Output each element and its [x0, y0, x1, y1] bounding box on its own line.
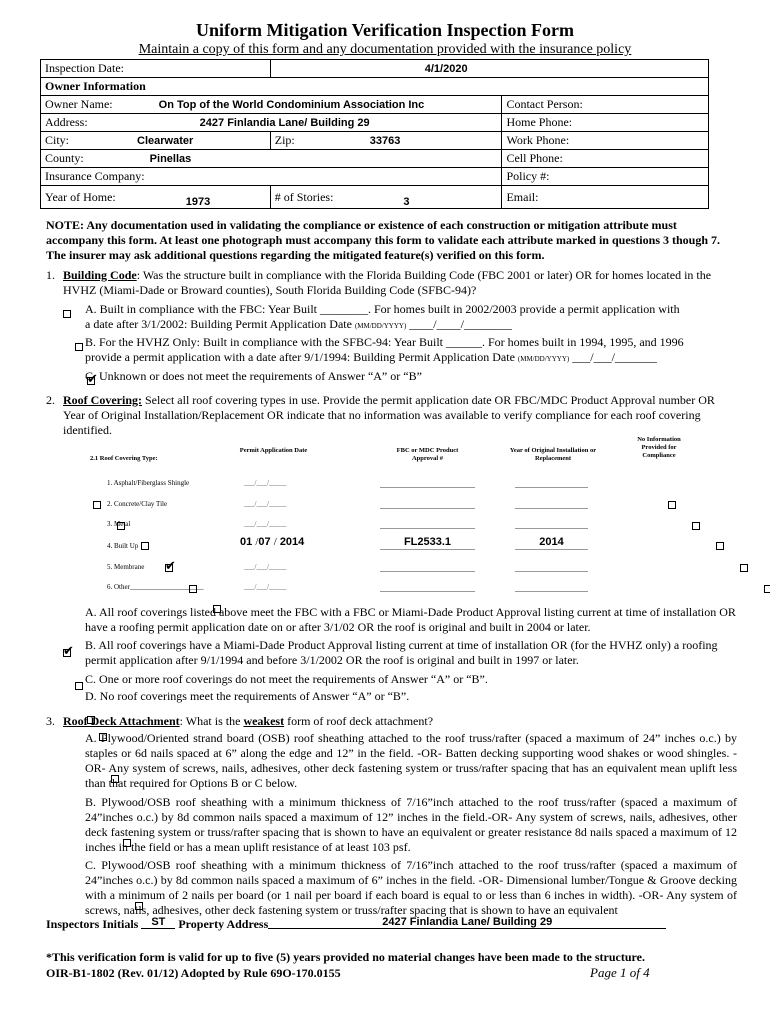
roof-type-checkbox[interactable]: [141, 542, 149, 550]
col-approval: FBC or MDC Product Approval #: [396, 447, 459, 462]
note-text: NOTE: Any documentation used in validating the compliance or existence of each construction or mitigation attribute must accompany this form. At least one photograph must accompany this form to validate each attribute marked in questions 3 though 7. The insurer may ask additional questions regarding the mitigated feature(s) verified on this form.: [46, 218, 721, 262]
approval-line[interactable]: [380, 591, 475, 592]
property-address-label: Property Address: [178, 917, 269, 931]
roof-type-checkbox[interactable]: [93, 501, 101, 509]
year-line[interactable]: [515, 571, 588, 572]
q2-option-c: C. One or more roof coverings do not meet the requirements of Answer “A” or “B”.: [85, 672, 488, 686]
permit-date-blank[interactable]: ___/___/_____: [244, 520, 287, 528]
q1-option-c: C. Unknown or does not meet the requirements of Answer “A” or “B”: [85, 369, 422, 383]
permit-date-value[interactable]: 01 /07 / 2014: [240, 536, 305, 548]
inspector-line: [46, 917, 736, 932]
validity-statement: *This verification form is valid for up to five (5) years provided no material changes have been made to the structure.: [46, 950, 645, 964]
year-line[interactable]: [515, 591, 588, 592]
q1-option-a: A. Built in compliance with the FBC: Year Built ________. For homes built in 2002/2003 provide a permit application with a date after 3/1/2002: Building Permit Application Date (MM/DD/YYYY) ____/____/________: [85, 302, 680, 331]
approval-line[interactable]: [380, 528, 475, 529]
form-id: OIR-B1-1802 (Rev. 01/12) Adopted by Rule 69O-170.0155: [46, 966, 341, 980]
county-label: County:: [45, 151, 84, 165]
col-no-info: No Information Provided for Compliance: [637, 436, 681, 459]
year-of-home-value[interactable]: 1973: [185, 195, 211, 208]
q1-heading: Building Code: [63, 268, 137, 282]
q3-option-b: B. Plywood/OSB roof sheathing with a minimum thickness of 7/16”inch attached to the roof truss/rafter (spaced a maximum of 24”inches o.c.) by 8d common nails spaced a maximum of 12” inches in the field.-OR- Any system of screws, nails, adhesives, other deck fastening system or truss/rafter spacing that is shown to have an equivalent or greater resistance 8d nails spaced a maximum of 12 inches in the field or has a mean uplift resistance of at least 103 psf.: [85, 795, 737, 854]
q3-option-c: C. Plywood/OSB roof sheathing with a minimum thickness of 7/16”inch attached to the roof truss/rafter (spaced a maximum of 24”inches o.c.) by 8d common nails spaced a maximum of 6” inches in the field. -OR- Dimensional lumber/Tongue & Groove decking with a minimum of 2 nails per board (or 1 nail per board if each board is equal to or less than 6 inches in width). -OR- Any system of screws, nails, adhesives, other deck fastening system or truss/rafter spacing that is shown to have an equivalent: [85, 858, 737, 917]
no-info-checkbox[interactable]: [764, 585, 770, 593]
no-info-checkbox[interactable]: [740, 564, 748, 572]
q2-option-b-checkbox[interactable]: [75, 682, 83, 690]
col-year-install: Year of Original Installation or Replacement: [509, 447, 597, 462]
q3-option-a: A. Plywood/Oriented strand board (OSB) roof sheathing attached to the roof truss/rafter (spaced a maximum of 24” inches o.c.) by staples or 6d nails spaced at 6” along the edge and 12” in the field. -OR- Batten decking supporting wood shakes or wood shingles. -OR- Any system of screws, nails, adhesives, other deck fastening system or truss/rafter spacing that has an equivalent mean uplift less than that required for Options B or C below.: [85, 731, 737, 790]
property-address-value[interactable]: 2427 Finlandia Lane/ Building 29: [268, 916, 666, 929]
approval-line[interactable]: [380, 571, 475, 572]
cell-phone-label[interactable]: Cell Phone:: [502, 150, 709, 168]
inspection-date-value[interactable]: 4/1/2020: [424, 63, 468, 75]
approval-value[interactable]: FL2533.1: [403, 536, 452, 548]
work-phone-label[interactable]: Work Phone:: [502, 132, 709, 150]
roof-type-label: 2. Concrete/Clay Tile: [107, 500, 168, 508]
owner-info-table: [40, 59, 709, 209]
year-value[interactable]: 2014: [539, 536, 564, 548]
approval-line[interactable]: [380, 487, 475, 488]
q2-heading: Roof Covering:: [63, 393, 142, 407]
owner-info-heading: Owner Information: [41, 78, 709, 96]
year-line: [515, 549, 588, 550]
stories-value[interactable]: 3: [403, 195, 410, 208]
city-label: City:: [45, 133, 70, 147]
q2-option-a: A. All roof coverings listed above meet the FBC with a FBC or Miami-Dade Product Approval listing current at time of installation OR have a roofing permit application date on or after 3/1/02 OR the roof is original and built in 2004 or later.: [85, 605, 736, 634]
q1-option-a-checkbox[interactable]: [63, 310, 71, 318]
q3-heading: Roof Deck Attachment: [63, 714, 180, 728]
roof-type-label: 1. Asphalt/Fiberglass Shingle: [107, 479, 190, 487]
col-permit-date: Permit Application Date: [239, 447, 308, 454]
address-label: Address:: [45, 115, 88, 129]
q2-question: [63, 393, 735, 438]
no-info-checkbox[interactable]: [668, 501, 676, 509]
county-value[interactable]: Pinellas: [149, 153, 192, 165]
q1-number: 1.: [46, 268, 55, 282]
q2-text: Select all roof covering types in use. Provide the permit application date OR FBC/MDC Product Approval number OR Year of Original Installation/Replacement OR indicate that no information was available to verify compliance for each roof covering identified.: [63, 393, 715, 437]
permit-date-blank[interactable]: ___/___/_____: [244, 500, 287, 508]
owner-name-label: Owner Name:: [45, 97, 113, 111]
inspector-initials-value[interactable]: ST: [141, 916, 175, 929]
col-roof-type: 2.1 Roof Covering Type:: [90, 455, 158, 462]
approval-line[interactable]: [380, 508, 475, 509]
q2-option-a-checkbox[interactable]: [63, 649, 71, 657]
form-subtitle: Maintain a copy of this form and any documentation provided with the insurance policy: [138, 42, 632, 57]
email-label[interactable]: Email:: [502, 186, 709, 209]
home-phone-label[interactable]: Home Phone:: [502, 114, 709, 132]
roof-type-checkbox[interactable]: [165, 564, 173, 572]
owner-name-value[interactable]: On Top of the World Condominium Association Inc: [158, 99, 425, 111]
q1-option-b-checkbox[interactable]: [75, 343, 83, 351]
approval-line: [380, 549, 475, 550]
page-number: Page 1 of 4: [590, 965, 650, 980]
year-line[interactable]: [515, 487, 588, 488]
roof-type-label: 4. Built Up: [107, 542, 139, 550]
zip-value[interactable]: 33763: [369, 135, 401, 147]
permit-date-blank[interactable]: ___/___/_____: [244, 479, 287, 487]
inspector-initials-label: Inspectors Initials: [46, 917, 139, 931]
q1-text: : Was the structure built in compliance with the Florida Building Code (FBC 2001 or later) OR for homes located in the HVHZ (Miami-Dade or Broward counties), South Florida Building Code (SFBC-94)?: [63, 268, 712, 297]
q2-option-b: B. All roof coverings have a Miami-Dade Product Approval listing current at time of installation OR (for the HVHZ only) a roofing permit application after 9/1/1994 and before 3/1/2002 OR the roof is original and built in 1997 or later.: [85, 638, 718, 667]
no-info-checkbox[interactable]: [692, 522, 700, 530]
roof-type-label: 3. Metal: [107, 520, 131, 528]
inspection-date-label: Inspection Date:: [41, 60, 271, 78]
year-line[interactable]: [515, 508, 588, 509]
no-info-checkbox[interactable]: [716, 542, 724, 550]
q1-option-b: B. For the HVHZ Only: Built in compliance with the SFBC-94: Year Built ______. For homes built in 1994, 1995, and 1996 provide a permit application with a date after 9/1/1994: Building Permit Application Date (MM/DD/YYYY) ___/___/_______: [85, 335, 684, 364]
stories-label: # of Stories:: [274, 189, 334, 204]
policy-label[interactable]: Policy #:: [502, 168, 709, 186]
q3-question: Roof Deck Attachment: What is the weakest form of roof deck attachment?: [63, 714, 434, 728]
form-title: Uniform Mitigation Verification Inspection Form: [196, 20, 574, 40]
zip-label: Zip:: [274, 133, 295, 147]
contact-person-label[interactable]: Contact Person:: [502, 96, 709, 114]
q1-question: [63, 268, 735, 298]
city-value[interactable]: Clearwater: [137, 135, 194, 147]
address-value[interactable]: 2427 Finlandia Lane/ Building 29: [199, 117, 370, 129]
q2-option-d: D. No roof coverings meet the requirements of Answer “A” or “B”.: [85, 689, 410, 703]
permit-date-blank[interactable]: ___/___/_____: [244, 563, 287, 571]
roof-type-label: 5. Membrane: [107, 563, 145, 571]
year-line[interactable]: [515, 528, 588, 529]
roof-type-label: 6. Other_____________________: [107, 583, 204, 591]
q3-number: 3.: [46, 714, 55, 728]
insurance-company-label[interactable]: Insurance Company:: [41, 168, 502, 186]
year-of-home-label: Year of Home:: [45, 189, 116, 204]
q2-number: 2.: [46, 393, 55, 407]
permit-date-blank[interactable]: ___/___/_____: [244, 583, 287, 591]
